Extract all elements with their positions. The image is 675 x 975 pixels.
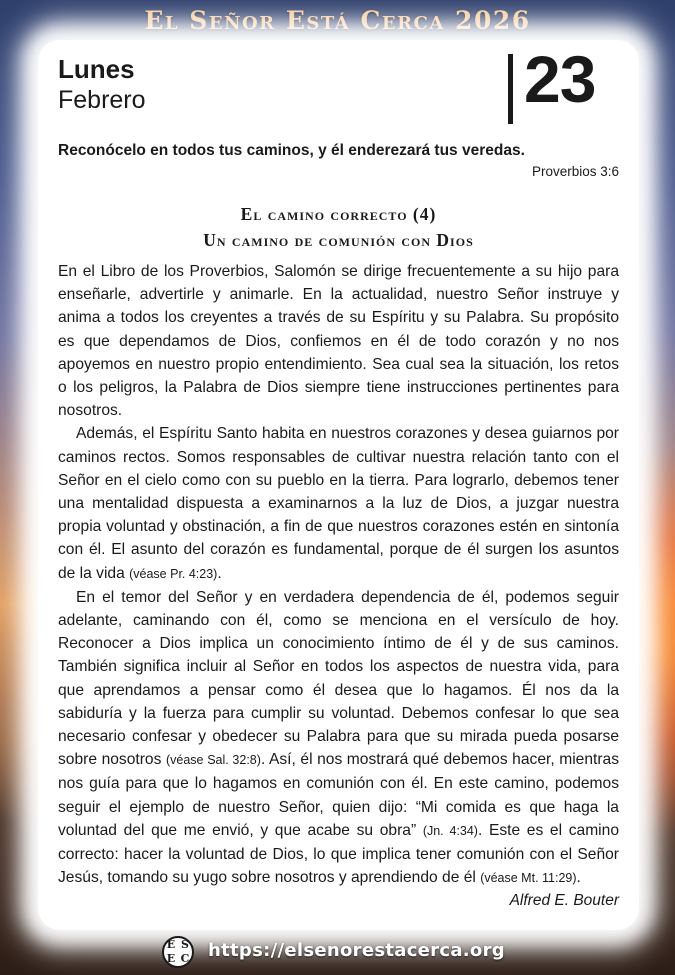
paragraph-3-end: . [576,869,581,887]
paragraph-3 [58,586,619,891]
paragraph-3-text-2: . Así, él nos mostrará qué debemos hacer, mientras nos guía para que lo hagamos en comunión con él. En este camino, podemos seguir el ejemplo de nuestro Señor, quien dijo: “Mi comida es que haga la voluntad del que me envió, y que acabe su obra” [58,751,620,839]
weekday-label: Lunes [58,54,135,84]
verse-of-the-day: Reconócelo en todos tus caminos, y él enderezará tus veredas. [58,142,525,159]
devotional-card [38,40,639,930]
logo-letter: S [181,938,189,951]
footer [0,934,675,970]
article-title: El camino correcto (4) [240,204,437,224]
day-number: 23 [524,42,596,116]
website-link[interactable]: https://elsenorestacerca.org [208,940,505,961]
paragraph-1: En el Libro de los Proverbios, Salomón se dirige frecuentemente a su hijo para enseñarle, advertirle y animarle. En la actualidad, nuestro Señor instruye y anima a todos los creyentes a través de su Espíritu y su Palabra. Su propósito es que dependamos de Dios, confiemos en él de todo corazón y no nos apoyemos en nuestro propio entendimiento. Sea cual sea la situación, los retos o los peligros, la Palabra de Dios siempre tiene instrucciones pertinentes para nosotros. [58,263,619,420]
scripture-reference: (Jn. 4:34) [422,823,478,838]
article-subtitle: Un camino de comunión con Dios [203,230,474,250]
paragraph-2-end: . [217,564,222,582]
logo-icon [162,936,194,968]
paragraph-3-text-1: En el temor del Señor y en verdadera dependencia de él, podemos seguir adelante, caminando con él, como se menciona en el versículo de hoy. Reconocer a Dios implica un conocimiento íntimo de él y de sus caminos. También significa incluir al Señor en todos los aspectos de nuestra vida, para que aprendamos a pensar como él desea que lo hagamos. Él nos da la sabiduría y la fuerza para cumplir su voluntad. Debemos confesar lo que sea necesario confesar y obedecer su Palabra para que su mirada pueda posarse sobre nosotros [58,588,619,769]
scripture-reference: (véase Sal. 32:8) [165,753,261,768]
paragraph-2 [58,422,619,585]
paragraph-2-text: Además, el Espíritu Santo habita en nuestros corazones y desea guiarnos por caminos rectos. Somos responsables de cultivar nuestra relación tanto con el Señor en el cielo como con su pueblo en la tierra. Para lograrlo, debemos tener una mentalidad dispuesta a examinarnos a la luz de Dios, a juzgar nuestra propia voluntad y obstinación, a fin de que nuestros corazones estén en sintonía con él. El asunto del corazón es fundamental, porque de él surgen los asuntos de la vida [58,425,619,582]
publication-title: El Señor Está Cerca 2026 [144,6,531,35]
author-name: Alfred E. Bouter [509,892,619,909]
logo-letter: E [166,952,176,965]
logo-letter: C [180,952,190,965]
scripture-reference: (véase Mt. 11:29) [480,871,577,886]
logo-letter: E [166,938,176,951]
article-body [58,260,619,890]
scripture-reference: (véase Pr. 4:23) [129,566,218,581]
month-label: Febrero [58,86,146,114]
verse-reference: Proverbios 3:6 [531,164,619,179]
paragraph-3-text-3: . Este es el camino correcto: hacer la voluntad de Dios, lo que implica tener comunión con el Señor Jesús, tomando su yugo sobre nosotros y aprendiendo de él [58,821,619,887]
date-divider [508,54,513,124]
